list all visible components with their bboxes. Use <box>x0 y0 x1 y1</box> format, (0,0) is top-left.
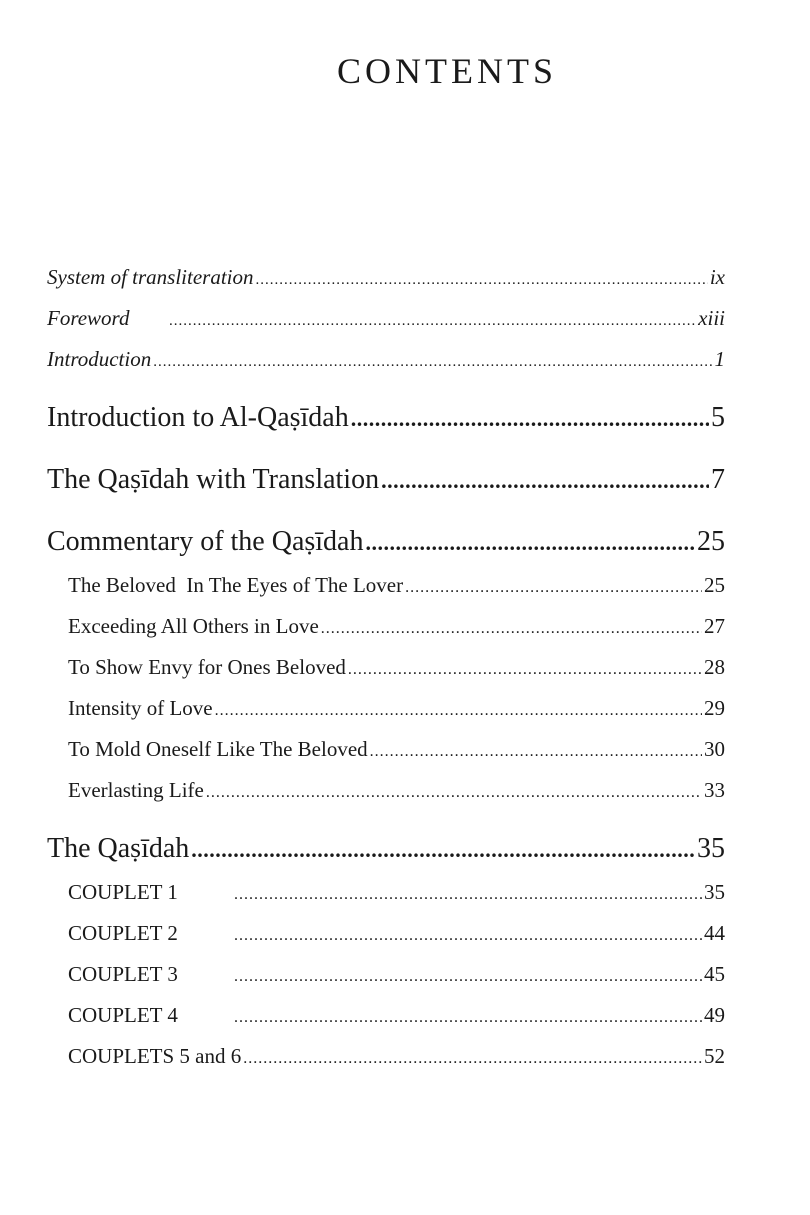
chapter-label: Commentary of the Qaṣīdah <box>47 526 364 557</box>
toc-section-exceeding-love[interactable] <box>68 614 725 639</box>
entry-label: System of transliteration <box>47 265 254 289</box>
dot-leader <box>234 968 702 986</box>
chapter-label: Introduction to Al-Qaṣīdah <box>47 402 349 433</box>
section-label: Exceeding All Others in Love <box>68 614 319 638</box>
toc-entry-transliteration[interactable] <box>47 265 725 290</box>
toc-couplet-3[interactable] <box>68 962 725 987</box>
toc-couplets-5-6[interactable] <box>68 1044 725 1069</box>
section-label: Intensity of Love <box>68 696 213 720</box>
page-number: 33 <box>704 778 725 802</box>
page-number: xiii <box>698 306 725 330</box>
toc-couplet-4[interactable] <box>68 1003 725 1028</box>
page-number: 44 <box>704 921 725 945</box>
toc-entry-foreword[interactable] <box>47 306 725 331</box>
dot-leader <box>243 1050 702 1068</box>
toc-section-everlasting-life[interactable] <box>68 778 725 803</box>
toc-section-intensity[interactable] <box>68 696 725 721</box>
page-number: 49 <box>704 1003 725 1027</box>
page-number: 52 <box>704 1044 725 1068</box>
dot-leader <box>153 354 712 371</box>
dot-leader <box>169 313 696 330</box>
chapter-label: The Qaṣīdah <box>47 833 190 864</box>
chapter-label: The Qaṣīdah with Translation <box>47 464 380 495</box>
entry-label: Introduction <box>47 347 152 371</box>
dot-leader <box>234 886 702 904</box>
section-label: The Beloved In The Eyes of The Lover <box>68 573 404 597</box>
couplet-label: COUPLET 1 <box>68 880 178 904</box>
dot-leader <box>351 406 709 432</box>
page-number: 35 <box>697 833 725 864</box>
toc-chapter-introduction-qasidah[interactable] <box>47 402 725 434</box>
couplet-label: COUPLET 2 <box>68 921 178 945</box>
couplet-label: COUPLET 4 <box>68 1003 178 1027</box>
dot-leader <box>348 661 702 679</box>
dot-leader <box>234 1009 702 1027</box>
page-number: 7 <box>711 464 725 495</box>
page-number: 28 <box>704 655 725 679</box>
page-number: 45 <box>704 962 725 986</box>
dot-leader <box>321 620 702 638</box>
page-number: 5 <box>711 402 725 433</box>
dot-leader <box>405 579 702 597</box>
toc-chapter-qasidah-translation[interactable] <box>47 464 725 496</box>
dot-leader <box>206 784 702 802</box>
section-label: Everlasting Life <box>68 778 204 802</box>
page-number: 25 <box>704 573 725 597</box>
dot-leader <box>370 743 702 761</box>
section-label: To Mold Oneself Like The Beloved <box>68 737 368 761</box>
dot-leader <box>215 702 702 720</box>
toc-section-beloved-eyes[interactable] <box>68 573 725 598</box>
page-number: 29 <box>704 696 725 720</box>
page-title: CONTENTS <box>337 51 557 91</box>
dot-leader <box>191 837 695 863</box>
page-number: 1 <box>714 347 725 371</box>
entry-label: Foreword <box>47 306 130 330</box>
toc-entry-introduction[interactable] <box>47 347 725 372</box>
dot-leader <box>234 927 702 945</box>
page-number: 30 <box>704 737 725 761</box>
page-number: ix <box>709 265 725 289</box>
dot-leader <box>365 530 695 556</box>
toc-chapter-commentary[interactable] <box>47 526 725 558</box>
couplet-label: COUPLET 3 <box>68 962 178 986</box>
section-label: To Show Envy for Ones Beloved <box>68 655 346 679</box>
couplet-label: COUPLETS 5 and 6 <box>68 1044 242 1068</box>
page-number: 25 <box>697 526 725 557</box>
toc-couplet-1[interactable] <box>68 880 725 905</box>
page-number: 35 <box>704 880 725 904</box>
toc-couplet-2[interactable] <box>68 921 725 946</box>
toc-chapter-qasidah[interactable] <box>47 833 725 865</box>
page-number: 27 <box>704 614 725 638</box>
toc-section-mold-oneself[interactable] <box>68 737 725 762</box>
toc-section-envy[interactable] <box>68 655 725 680</box>
dot-leader <box>381 468 709 494</box>
dot-leader <box>256 272 708 289</box>
